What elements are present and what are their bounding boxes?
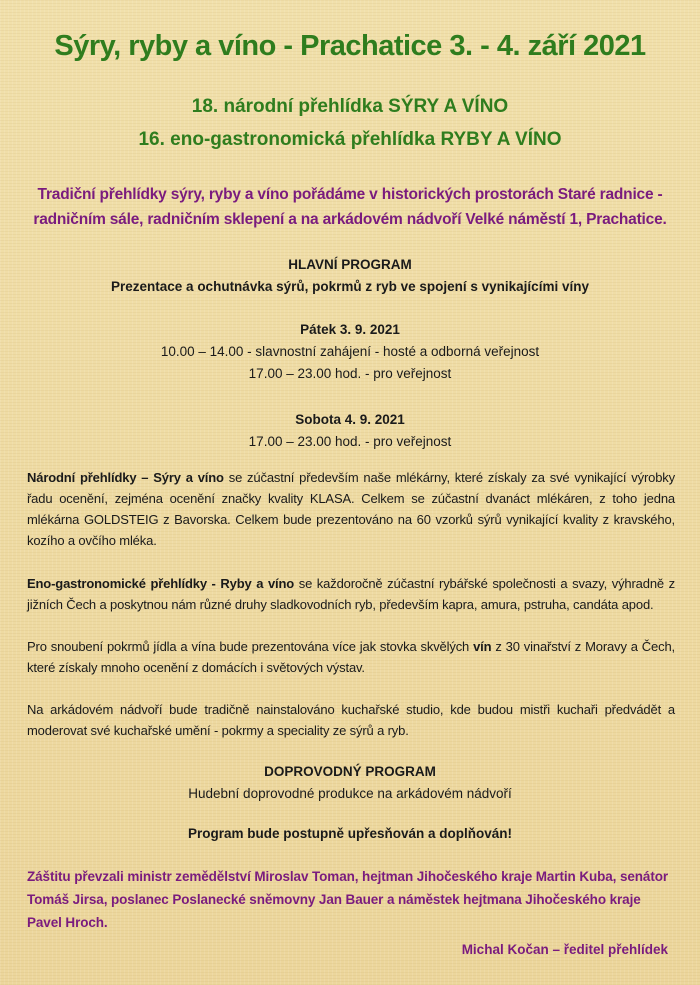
accompanying-program-heading: DOPROVODNÝ PROGRAM bbox=[264, 764, 436, 779]
paragraph-wine-bold: vín bbox=[473, 639, 492, 654]
paragraph-kitchen-text: Na arkádovém nádvoří bude tradičně nainstalováno kuchařské studio, kde budou mistři kuchaři předvádět a moderovat své kuchařské umění - pokrmy a speciality ze sýrů a ryb. bbox=[27, 702, 675, 738]
friday-heading: Pátek 3. 9. 2021 bbox=[300, 322, 400, 337]
accompanying-program bbox=[0, 761, 700, 805]
main-program-heading: HLAVNÍ PROGRAM bbox=[288, 257, 412, 272]
intro-line-2: radničním sále, radničním sklepení a na arkádovém nádvoří Velké náměstí 1, Prachatice. bbox=[33, 211, 667, 228]
signature: Michal Kočan – ředitel přehlídek bbox=[461, 942, 668, 957]
paragraph-cheese bbox=[27, 467, 675, 551]
friday-line-1: 10.00 – 14.00 - slavnostní zahájení - hosté a odborná veřejnost bbox=[160, 344, 540, 359]
paragraph-kitchen bbox=[27, 699, 675, 741]
main-program bbox=[0, 254, 700, 298]
intro-text bbox=[30, 182, 670, 232]
saturday-heading: Sobota 4. 9. 2021 bbox=[295, 412, 405, 427]
patronage-text: Záštitu převzali ministr zemědělství Miroslav Toman, hejtman Jihočeského kraje Martin Kuba, senátor Tomáš Jirsa, poslanec Poslanecké sněmovny Jan Bauer a náměstek hejtmana Jihočeského kraje Pavel Hroch. bbox=[27, 869, 669, 930]
friday-program bbox=[0, 319, 700, 385]
intro-line-1: Tradiční přehlídky sýry, ryby a víno pořádáme v historických prostorách Staré radnice - bbox=[37, 186, 663, 203]
paragraph-fish bbox=[27, 573, 675, 615]
paragraph-wine-text-before: Pro snoubení pokrmů jídla a vína bude prezentována více jak stovka skvělých bbox=[27, 639, 474, 654]
paragraph-wine-text-after: z 30 vinařství z Moravy a Čech, které získaly mnoho ocenění z domácích i světových výstav. bbox=[27, 639, 675, 675]
friday-line-2: 17.00 – 23.00 hod. - pro veřejnost bbox=[248, 366, 452, 381]
subtitle-fish-wine: 16. eno-gastronomická přehlídka RYBY A VÍNO bbox=[138, 129, 562, 150]
paragraph-fish-text: se každoročně zúčastní rybářské společnosti a svazy, výhradně z jižních Čech a poskytnou nám různé druhy sladkovodních ryb, především kapra, amura, pstruha, candáta apod. bbox=[27, 576, 675, 612]
accompanying-program-description: Hudební doprovodné produkce na arkádovém nádvoří bbox=[188, 786, 512, 801]
program-note: Program bude postupně upřesňován a doplňován! bbox=[187, 826, 513, 841]
subtitle-cheese-wine: 18. národní přehlídka SÝRY A VÍNO bbox=[191, 96, 509, 117]
paragraph-cheese-text: se zúčastní především naše mlékárny, které získaly za své vynikající výrobky řadu ocenění, zejména ocenění značky kvality KLASA. Celkem se zúčastní dvanáct mlékáren, z toho jedna mlékárna GOLDSTEIG z Bavorska. Celkem bude prezentováno na 60 vzorků sýrů vynikající kvality z kravského, kozího a ovčího mléka. bbox=[27, 470, 675, 548]
saturday-line-1: 17.00 – 23.00 hod. - pro veřejnost bbox=[248, 434, 452, 449]
main-program-description: Prezentace a ochutnávka sýrů, pokrmů z ryb ve spojení s vynikajícími víny bbox=[111, 279, 589, 294]
page-title: Sýry, ryby a víno - Prachatice 3. - 4. září 2021 bbox=[54, 30, 646, 62]
paragraph-cheese-bold: Národní přehlídky – Sýry a víno bbox=[27, 470, 224, 485]
saturday-program bbox=[0, 409, 700, 453]
paragraph-wine bbox=[27, 636, 675, 678]
paragraph-fish-bold: Eno-gastronomické přehlídky - Ryby a víno bbox=[27, 576, 295, 591]
